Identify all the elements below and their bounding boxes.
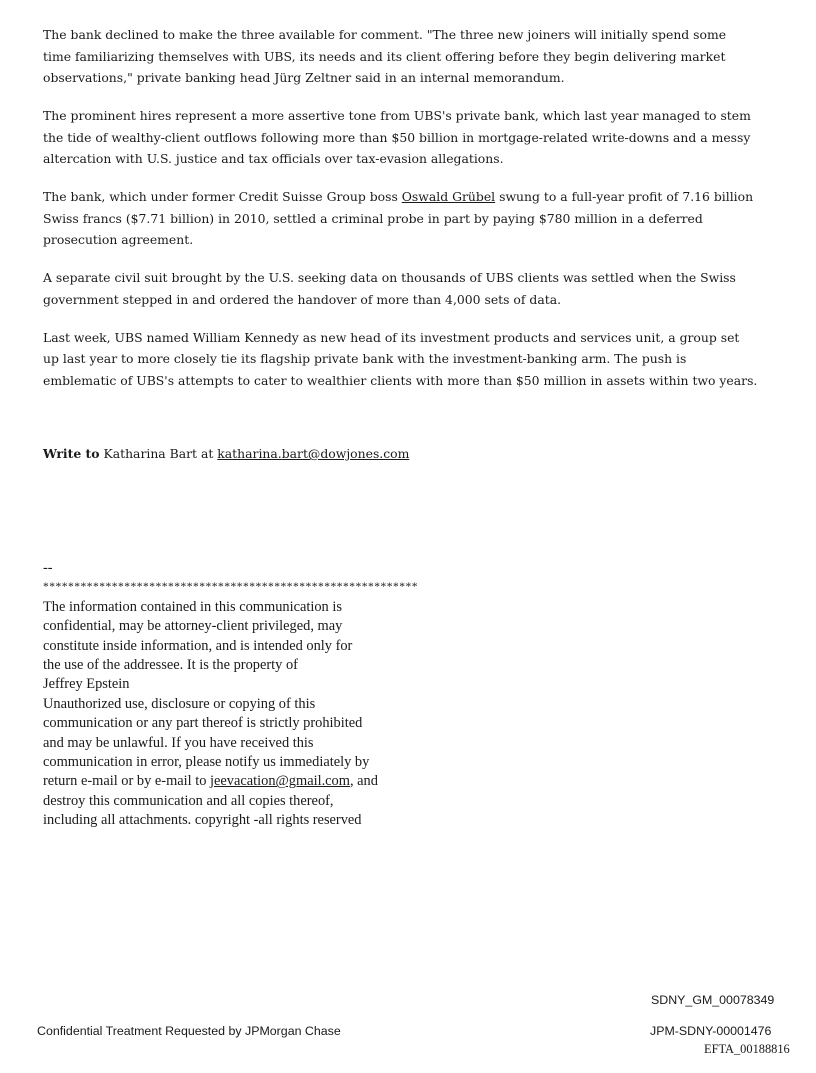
email-signature	[43, 559, 418, 831]
confidential-treatment-notice: Confidential Treatment Requested by JPMorgan Chase	[37, 1024, 341, 1038]
paragraph-4: A separate civil suit brought by the U.S. seeking data on thousands of UBS clients was settled when the Swiss government stepped in and ordered the handover of more than 4,000 sets of data.	[43, 270, 736, 307]
article-body	[43, 24, 758, 408]
disclaimer-line: constitute inside information, and is intended only for	[43, 637, 353, 654]
paragraph-3-end: swung to a full-year profit of 7.16 billion Swiss francs ($7.71 billion) in 2010, settled a criminal probe in part by paying $780 million in a deferred prosecution agreement.	[43, 189, 754, 247]
disclaimer-line: confidential, may be attorney-client privileged, may	[43, 618, 343, 635]
disclaimer-email-line	[43, 772, 418, 791]
paragraph-2: The prominent hires represent a more assertive tone from UBS's private bank, which last year managed to stem the tide of wealthy-client outflows following more than $50 billion in mortgage-related write-downs and a messy altercation with U.S. justice and tax officials over tax-evasion allegations.	[43, 108, 751, 166]
disclaimer-line: destroy this communication and all copies thereof,	[43, 792, 334, 809]
paragraph-5: Last week, UBS named William Kennedy as new head of its investment products and services unit, a group set up last year to more closely tie its flagship private bank with the investment-banking arm. The push is emblematic of UBS's attempts to cater to wealthier clients with more than $50 million in assets within two years.	[43, 329, 758, 388]
paragraph-3	[43, 186, 758, 251]
bates-number-sdny-gm: SDNY_GM_00078349	[651, 993, 775, 1007]
disclaimer-email-prefix: return e-mail or by e-mail to	[43, 773, 211, 790]
disclaimer-line: The information contained in this communication is	[43, 598, 342, 615]
disclaimer-line: Jeffrey Epstein	[43, 676, 130, 693]
signature-dashes: --	[43, 560, 53, 576]
jeevacation-email-link[interactable]: jeevacation@gmail.com	[210, 773, 350, 790]
disclaimer-line: communication in error, please notify us immediately by	[43, 754, 370, 771]
disclaimer-line: the use of the addressee. It is the property of	[43, 657, 298, 674]
disclaimer-line: Unauthorized use, disclosure or copying of this	[43, 695, 316, 712]
disclaimer-line: including all attachments. copyright -all rights reserved	[43, 812, 362, 829]
author-contact	[43, 443, 409, 464]
oswald-grubel-link[interactable]: Oswald Grübel	[401, 189, 496, 204]
disclaimer-line: communication or any part thereof is strictly prohibited	[43, 715, 363, 732]
signature-stars: ************************************************************	[43, 581, 418, 594]
author-name: Katharina Bart at	[99, 446, 218, 461]
write-to-label: Write to	[43, 446, 100, 461]
paragraph-3-start: The bank, which under former Credit Suisse Group boss	[43, 189, 402, 204]
disclaimer-email-suffix: , and	[349, 773, 378, 790]
paragraph-1: The bank declined to make the three available for comment. "The three new joiners will initially spend some time familiarizing themselves with UBS, its needs and its client offering before they begin delivering market observations," private banking head Jürg Zeltner said in an internal memorandum.	[43, 27, 727, 85]
disclaimer-line: and may be unlawful. If you have received this	[43, 734, 314, 751]
efta-number: EFTA_00188816	[704, 1042, 790, 1056]
bates-number-jpm-sdny: JPM-SDNY-00001476	[650, 1024, 772, 1038]
author-email-link[interactable]: katharina.bart@dowjones.com	[217, 446, 410, 461]
